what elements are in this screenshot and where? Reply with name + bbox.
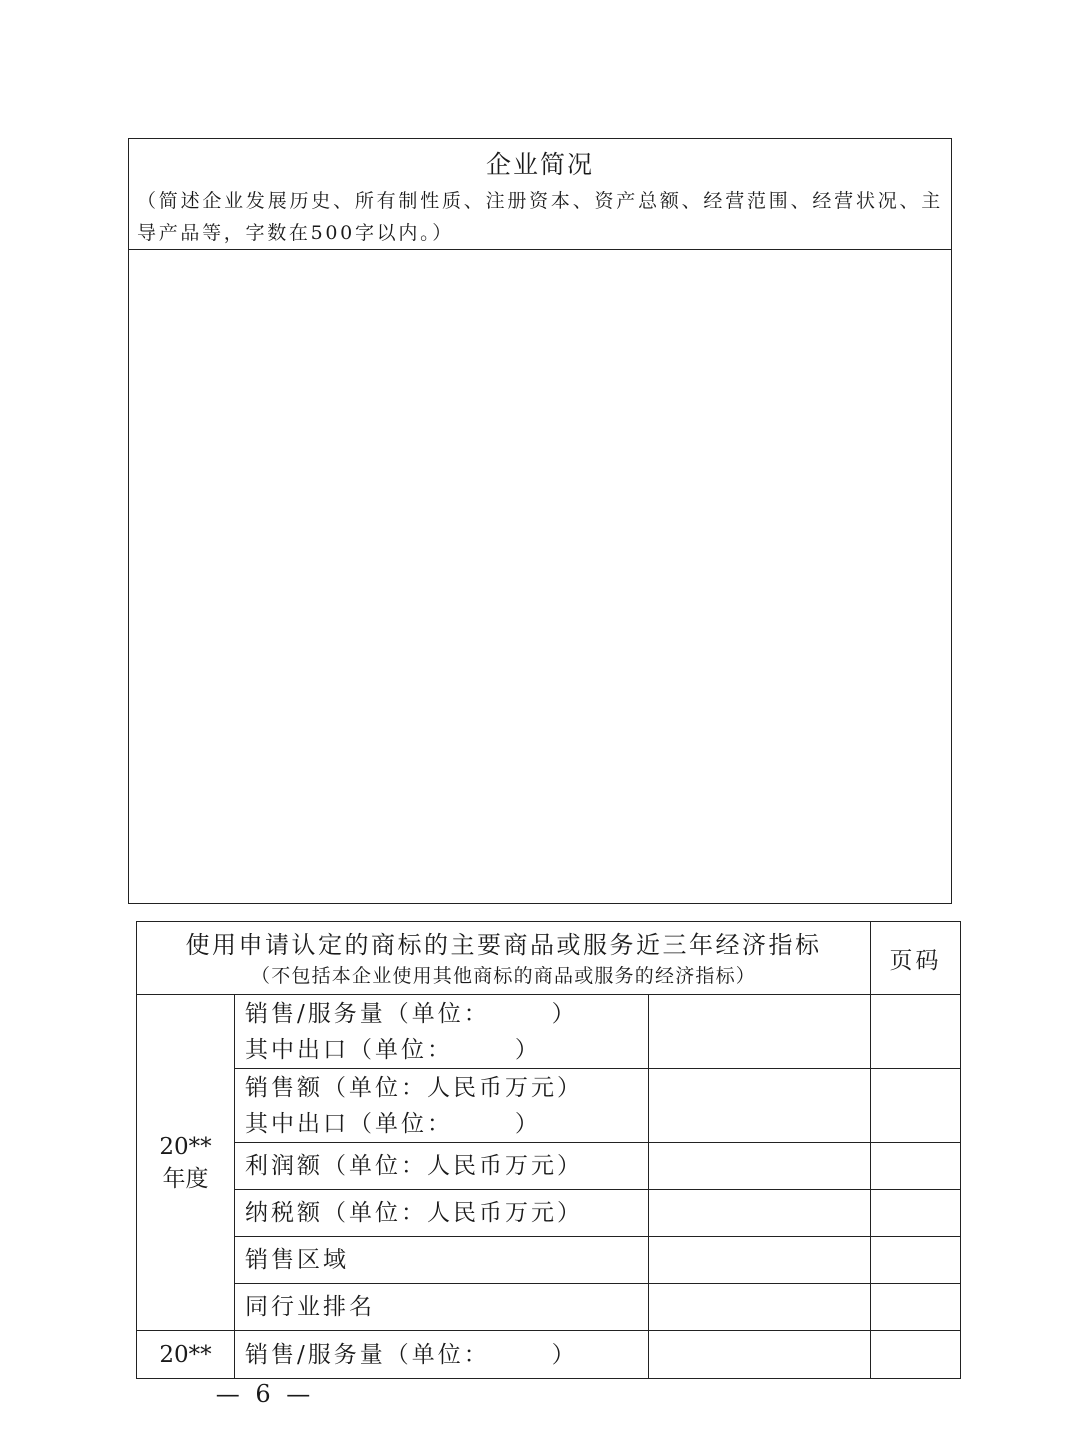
page-number-cell[interactable]: [871, 995, 961, 1069]
table-header-cell: [137, 922, 871, 995]
page-number-cell[interactable]: [871, 1331, 961, 1379]
company-profile-instructions: （简述企业发展历史、所有制性质、注册资本、资产总额、经营范围、经营状况、主导产品等，字数在500字以内。）: [137, 190, 943, 244]
indicator-label-cell: [235, 1143, 649, 1190]
indicator-label: 销售额（单位：人民币万元）: [245, 1074, 583, 1101]
table-row: [137, 1331, 961, 1379]
indicator-label-cell: [235, 1284, 649, 1331]
page-number-cell[interactable]: [871, 1237, 961, 1284]
economic-indicators-table: [136, 921, 961, 1379]
table-row: [137, 995, 961, 1069]
indicator-label-cell: [235, 1190, 649, 1237]
indicator-value-cell[interactable]: [649, 995, 871, 1069]
table-row: [137, 1237, 961, 1284]
table-header-row: [137, 922, 961, 995]
indicator-sublabel: 其中出口（单位： ）: [245, 1036, 541, 1063]
company-profile-section: [128, 138, 952, 904]
indicator-label: 销售/服务量（单位： ）: [245, 1341, 578, 1368]
indicator-label: 销售区域: [245, 1247, 349, 1273]
page-number: — 6 —: [215, 1380, 315, 1408]
year-label-suffix: 年度: [162, 1165, 209, 1192]
year-label-cell: [137, 1331, 235, 1379]
company-profile-content-area[interactable]: [129, 250, 951, 903]
table-row: [137, 1069, 961, 1143]
indicator-value-cell[interactable]: [649, 1069, 871, 1143]
indicator-label: 纳税额（单位：人民币万元）: [245, 1200, 583, 1226]
indicator-label-cell: [235, 995, 649, 1069]
year-label: 20**: [159, 1133, 212, 1160]
indicator-label: 销售/服务量（单位： ）: [245, 1000, 578, 1027]
indicator-value-cell[interactable]: [649, 1190, 871, 1237]
indicator-value-cell[interactable]: [649, 1237, 871, 1284]
indicator-value-cell[interactable]: [649, 1331, 871, 1379]
indicator-value-cell[interactable]: [649, 1143, 871, 1190]
indicator-sublabel: 其中出口（单位： ）: [245, 1110, 541, 1137]
page-column-header: 页码: [871, 922, 961, 995]
year-label: 20**: [159, 1341, 212, 1368]
company-profile-header: [129, 139, 951, 250]
page-number-cell[interactable]: [871, 1284, 961, 1331]
table-subtitle: （不包括本企业使用其他商标的商品或服务的经济指标）: [251, 965, 757, 987]
indicator-label-cell: [235, 1331, 649, 1379]
indicator-label: 利润额（单位：人民币万元）: [245, 1153, 583, 1179]
page-number-cell[interactable]: [871, 1069, 961, 1143]
indicator-label-cell: [235, 1237, 649, 1284]
indicator-value-cell[interactable]: [649, 1284, 871, 1331]
page-number-cell[interactable]: [871, 1143, 961, 1190]
indicator-label: 同行业排名: [245, 1294, 375, 1320]
table-row: [137, 1143, 961, 1190]
indicator-label-cell: [235, 1069, 649, 1143]
table-row: [137, 1284, 961, 1331]
year-label-cell: [137, 995, 235, 1331]
company-profile-title: 企业简况: [485, 150, 594, 179]
table-title: 使用申请认定的商标的主要商品或服务近三年经济指标: [185, 931, 822, 959]
table-row: [137, 1190, 961, 1237]
page-number-cell[interactable]: [871, 1190, 961, 1237]
